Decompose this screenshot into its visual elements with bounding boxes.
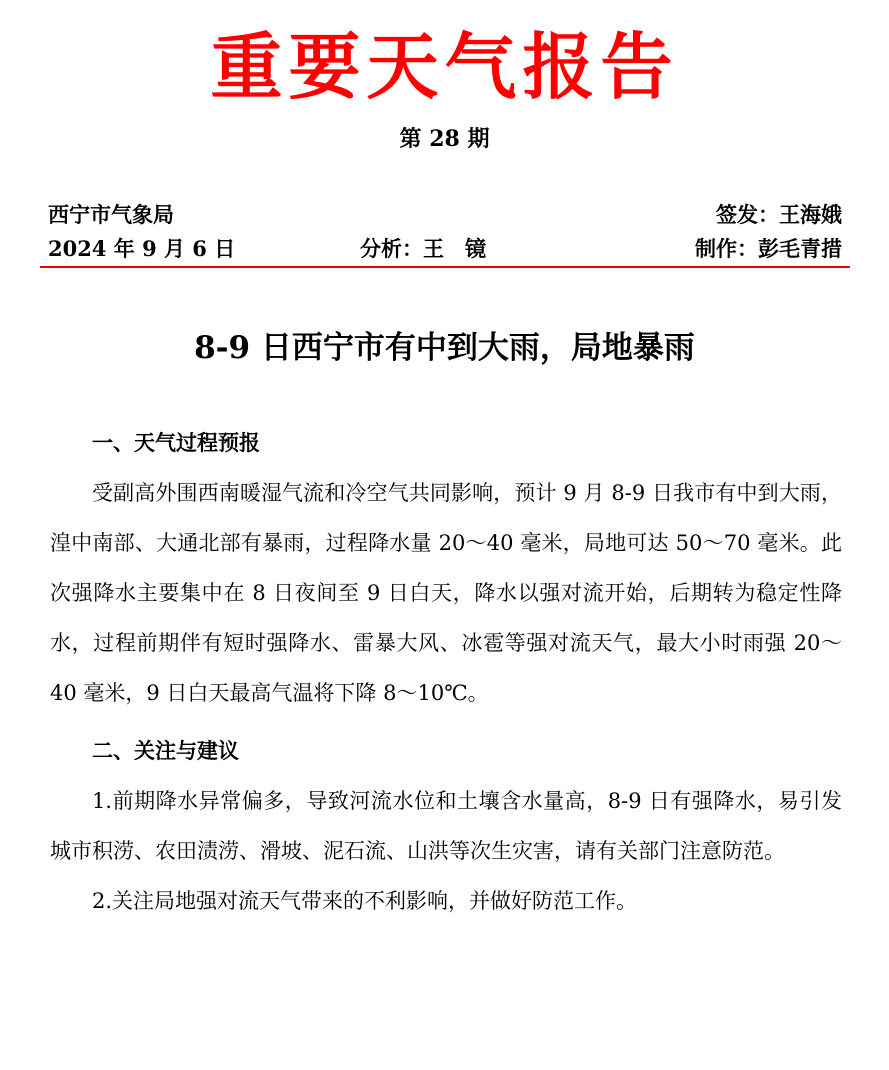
header-divider	[40, 266, 850, 268]
section-heading-forecast: 一、天气过程预报	[92, 430, 260, 455]
masthead-title: 重要天气报告	[210, 24, 679, 109]
issue-number: 第 28 期	[399, 126, 490, 152]
organization: 西宁市气象局	[48, 202, 174, 227]
section-heading-advice: 二、关注与建议	[92, 738, 239, 763]
report-date: 2024 年 9 月 6 日	[48, 236, 236, 261]
forecast-paragraph: 受副高外围西南暖湿气流和冷空气共同影响，预计 9 月 8-9 日我市有中到大雨，湟中南部、大通北部有暴雨，过程降水量 20～40 毫米，局地可达 50～70 毫米。此次强降水主要集中在 8 日夜间至 9 日白天，降水以强对流开始，后期转为稳定性降水，过程前期伴有短时强降水、雷暴大风、冰雹等强对流天气，最大小时雨强 20～40 毫米，9 日白天最高气温将下降 8～10℃。	[50, 481, 842, 705]
document-title: 8-9 日西宁市有中到大雨，局地暴雨	[194, 330, 695, 366]
signer: 签发：王海娥	[716, 202, 842, 227]
advice-item: 1.前期降水异常偏多，导致河流水位和土壤含水量高，8-9 日有强降水，易引发城市积涝、农田渍涝、滑坡、泥石流、山洪等次生灾害，请有关部门注意防范。	[50, 789, 842, 863]
meta-row-2	[48, 234, 842, 264]
advice-item: 2.关注局地强对流天气带来的不利影响，并做好防范工作。	[92, 889, 638, 913]
producer: 制作：彭毛青措	[695, 236, 842, 261]
meta-row-1	[48, 200, 842, 230]
analyst: 分析：王 镜	[360, 236, 486, 261]
report-body	[50, 418, 842, 926]
